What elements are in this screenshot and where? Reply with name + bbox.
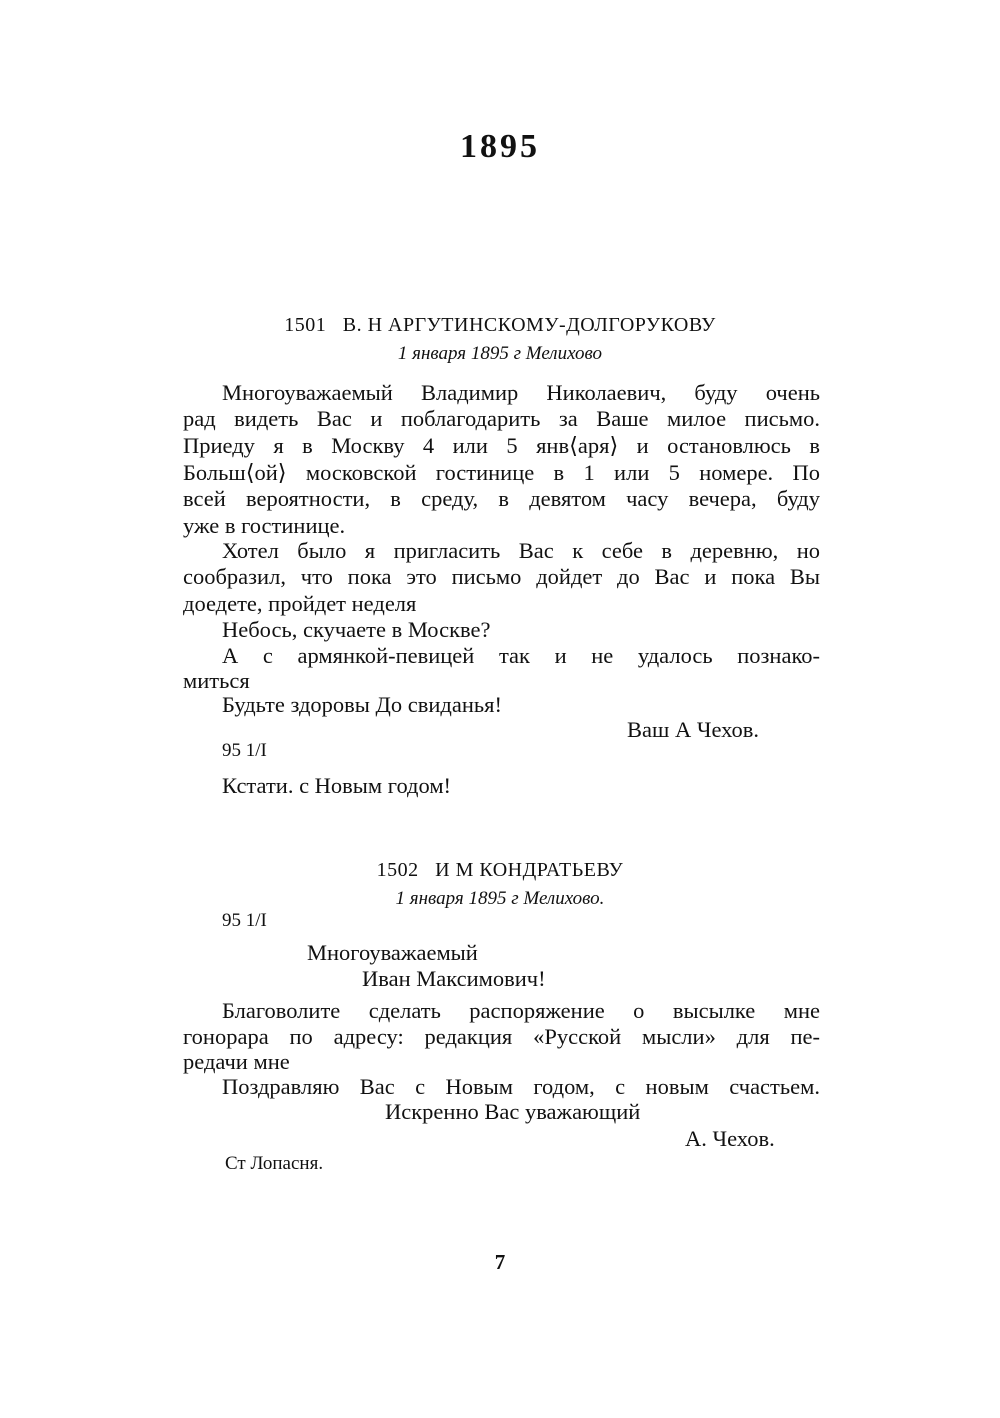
address: Ст Лопасня. — [225, 1153, 324, 1174]
letter-1501-heading — [0, 312, 1000, 338]
page-number: 7 — [494, 1250, 506, 1274]
text-line: Будьте здоровы До свиданья! — [222, 692, 502, 717]
signature: Ваш А Чехов. — [627, 717, 760, 742]
text-line: Хотел было я пригласить Вас к себе в деревню, но — [222, 538, 820, 563]
salutation: Иван Максимович! — [362, 966, 546, 991]
signature: А. Чехов. — [685, 1126, 775, 1151]
text-line: уже в гостинице. — [183, 513, 346, 538]
letter-number: 1501 — [284, 314, 327, 336]
letter-number: 1502 — [376, 859, 419, 881]
postscript: Кстати. с Новым годом! — [222, 773, 452, 798]
text-line: А с армянкой-певицей так и не удалось познако- — [222, 643, 820, 668]
text-line: доедете, пройдет неделя — [183, 591, 417, 616]
text-line: Многоуважаемый Владимир Николаевич, буду очень — [222, 380, 820, 405]
text-line: гонорара по адресу: редакция «Русской мысли» для пе- — [183, 1024, 820, 1049]
text-line: Поздравляю Вас с Новым годом, с новым счастьем. — [222, 1074, 820, 1099]
text-line: сообразил, что пока это письмо дойдет до Вас и пока Вы — [183, 564, 820, 589]
text-line: Приеду я в Москву 4 или 5 янв⟨аря⟩ и остановлюсь в — [183, 433, 820, 458]
text-line: рад видеть Вас и поблагодарить за Ваше милое письмо. — [183, 406, 820, 431]
addressee: И М КОНДРАТЬЕВУ — [435, 859, 624, 881]
text-line: Благоволите сделать распоряжение о высылке мне — [222, 998, 820, 1023]
letter-1502-heading — [0, 857, 1000, 883]
date-note: 95 1/I — [222, 740, 267, 761]
salutation: Многоуважаемый — [307, 940, 478, 965]
text-line: Больш⟨ой⟩ московской гостинице в 1 или 5 номере. По — [183, 460, 820, 485]
text-line: Небось, скучаете в Москве? — [222, 617, 491, 642]
closing: Искренно Вас уважающий — [385, 1099, 641, 1124]
date-note: 95 1/I — [222, 910, 267, 931]
letter-1502-dateline: 1 января 1895 г Мелихово. — [395, 888, 605, 909]
text-line: миться — [183, 668, 250, 693]
addressee: В. Н АРГУТИНСКОМУ-ДОЛГОРУКОВУ — [342, 314, 716, 336]
letter-1501-dateline: 1 января 1895 г Мелихово — [397, 343, 603, 364]
text-line: всей вероятности, в среду, в девятом часу вечера, буду — [183, 486, 820, 511]
text-line: редачи мне — [183, 1049, 290, 1074]
year-heading: 1895 — [460, 128, 540, 165]
